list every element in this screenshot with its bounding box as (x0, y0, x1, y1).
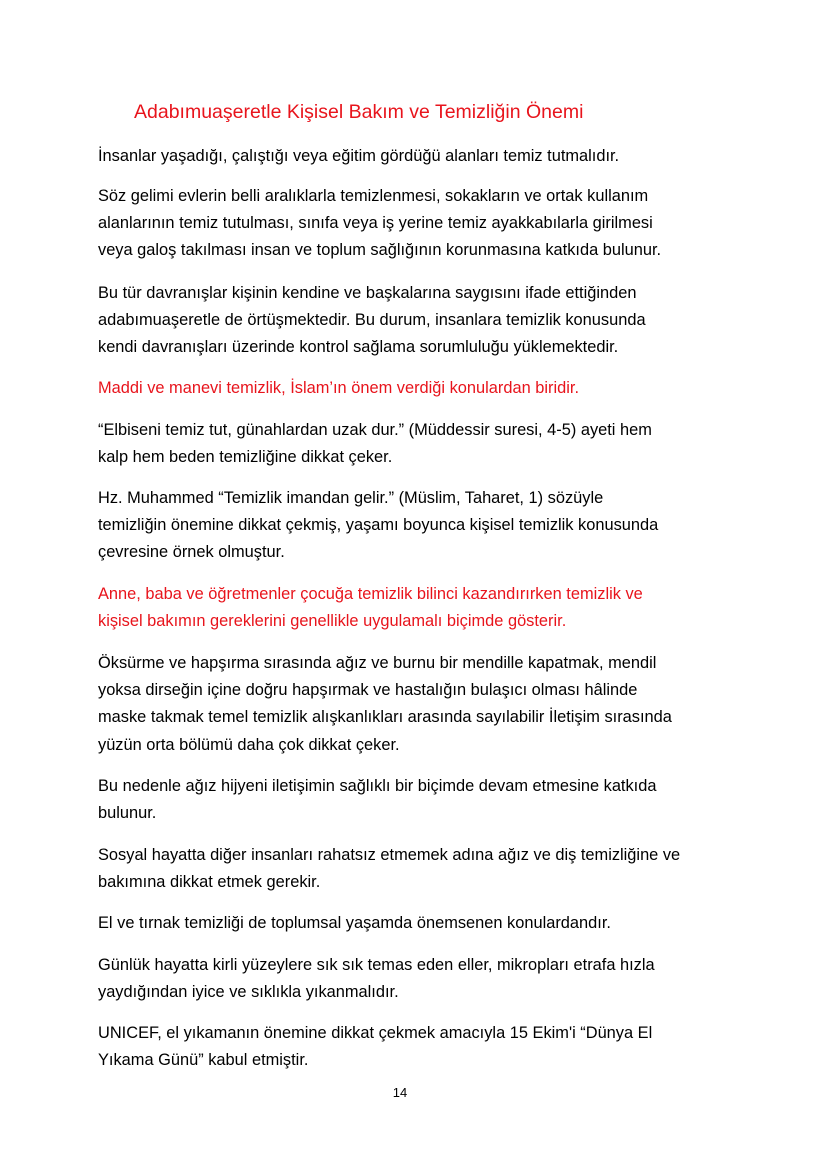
paragraph-4-highlight: Maddi ve manevi temizlik, İslam’ın önem verdiği konulardan biridir. (98, 379, 579, 397)
paragraph-2: Söz gelimi evlerin belli aralıklarla temizlenmesi, sokakların ve ortak kullanım alanlarının temiz tutulması, sınıfa veya iş yerine temiz ayakkabılarla girilmesi veya galoş takılması insan ve toplum sağlığının korunmasına katkıda bulunur. (98, 187, 662, 260)
paragraph-7-highlight: Anne, baba ve öğretmenler çocuğa temizlik bilinci kazandırırken temizlik ve kişisel bakımın gereklerini genellikle uygulamalı biçimde gösterir. (98, 585, 643, 631)
paragraph-3: Bu tür davranışlar kişinin kendine ve başkalarına saygısını ifade ettiğinden adabımuaşeretle de örtüşmektedir. Bu durum, insanlara temizlik konusunda kendi davranışları üzerinde kontrol sağlama sorumluluğu yüklemektedir. (98, 284, 646, 357)
paragraph-13: UNICEF, el yıkamanın önemine dikkat çekmek amacıyla 15 Ekim'i “Dünya El Yıkama Günü” kabul etmiştir. (98, 1024, 653, 1070)
paragraph-8: Öksürme ve hapşırma sırasında ağız ve burnu bir mendille kapatmak, mendil yoksa dirseğin içine doğru hapşırmak ve hastalığın bulaşıcı olması hâlinde maske takmak temel temizlik alışkanlıkları arasında sayılabilir İletişim sırasında yüzün orta bölümü daha çok dikkat çeker. (98, 654, 672, 754)
paragraph-12: Günlük hayatta kirli yüzeylere sık sık temas eden eller, mikropları etrafa hızla yaydığından iyice ve sıklıkla yıkanmalıdır. (98, 956, 655, 1002)
paragraph-5: “Elbiseni temiz tut, günahlardan uzak dur.” (Müddessir suresi, 4-5) ayeti hem kalp hem beden temizliğine dikkat çeker. (98, 421, 652, 467)
paragraph-6: Hz. Muhammed “Temizlik imandan gelir.” (Müslim, Taharet, 1) sözüyle temizliğin önemine dikkat çekmiş, yaşamı boyunca kişisel temizlik konusunda çevresine örnek olmuştur. (98, 489, 659, 562)
page-title: Adabımuaşeretle Kişisel Bakım ve Temizliğin Önemi (134, 101, 584, 123)
paragraph-1: İnsanlar yaşadığı, çalıştığı veya eğitim gördüğü alanları temiz tutmalıdır. (98, 147, 620, 165)
page-number: 14 (392, 1085, 408, 1100)
paragraph-10: Sosyal hayatta diğer insanları rahatsız etmemek adına ağız ve diş temizliğine ve bakımına dikkat etmek gerekir. (98, 846, 681, 892)
paragraph-11: El ve tırnak temizliği de toplumsal yaşamda önemsenen konulardandır. (98, 914, 611, 932)
paragraph-9: Bu nedenle ağız hijyeni iletişimin sağlıklı bir biçimde devam etmesine katkıda bulunur. (98, 777, 657, 823)
